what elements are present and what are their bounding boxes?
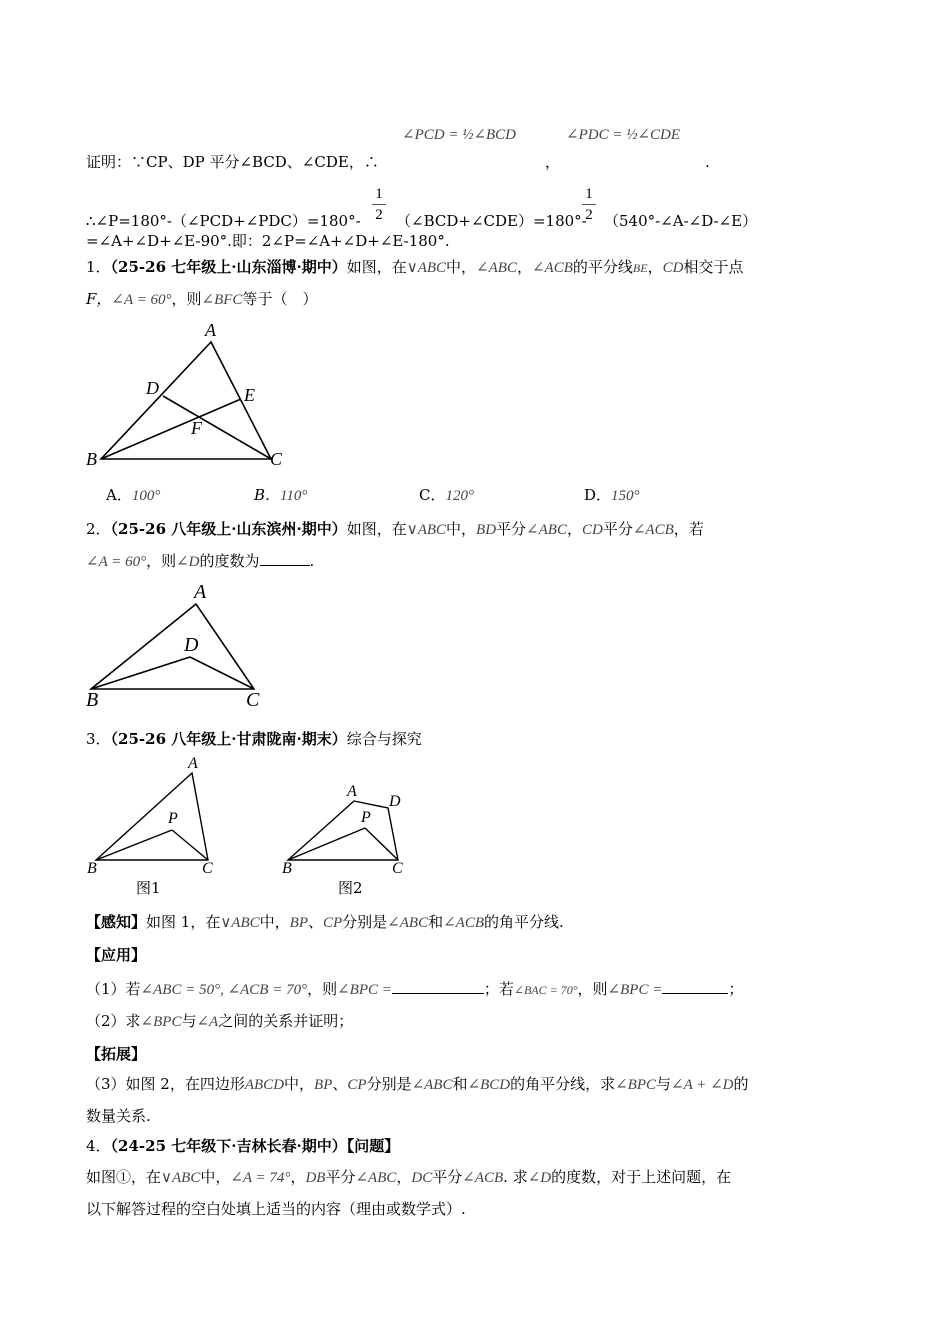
q3-fig2-label-b: B bbox=[282, 860, 292, 877]
q3-part3-line1: （3）如图 2，在四边形ABCD中，BP、CP分别是∠ABC和∠BCD的角平分线，求∠BPC与∠A + ∠D的 bbox=[86, 1075, 749, 1093]
q3-title: 3．（25-26 八年级上·甘肃陇南·期末）综合与探究 bbox=[86, 730, 422, 748]
q3-fig2-caption: 图2 bbox=[338, 879, 363, 897]
q2-stem-line2: ∠A = 60°，则∠D的度数为 . bbox=[86, 552, 315, 570]
q1-label-d: D bbox=[146, 378, 159, 398]
q3-fig2-label-d: D bbox=[389, 793, 401, 810]
fraction-half-1: 1 2 bbox=[372, 186, 386, 224]
q3-part1-blank-2[interactable] bbox=[662, 979, 728, 994]
proof-line-1: 证明：∵CP、DP 平分∠BCD、∠CDE，∴ bbox=[86, 153, 379, 171]
proof-line-2a: ∴∠P=180°-（∠PCD+∠PDC）=180°- bbox=[86, 212, 361, 230]
proof-line-3: =∠A+∠D+∠E-90°.即：2∠P=∠A+∠D+∠E-180°. bbox=[86, 232, 450, 250]
q1-label-f: F bbox=[191, 418, 202, 438]
pcd-formula: ∠PCD = ½∠BCD bbox=[402, 127, 517, 143]
q2-label-c: C bbox=[246, 689, 260, 711]
q3-fig1-bp bbox=[96, 830, 172, 860]
q1-label-e: E bbox=[244, 385, 255, 405]
q3-fig2-bp bbox=[288, 828, 365, 860]
q3-part1: （1）若∠ABC = 50°, ∠ACB = 70°，则∠BPC = ；若∠BAC = 70°，则∠BPC = ； bbox=[86, 980, 744, 998]
q3-fig1-caption: 图1 bbox=[136, 879, 161, 897]
q3-perceive: 【感知】如图 1，在∨ABC中，BP、CP分别是∠ABC和∠ACB的角平分线. bbox=[86, 913, 564, 931]
q1-option-d[interactable]: D．150° bbox=[584, 486, 640, 504]
fraction-half-2: 1 2 bbox=[582, 186, 596, 224]
q1-option-c[interactable]: C．120° bbox=[419, 486, 474, 504]
q3-extend-tag: 【拓展】 bbox=[86, 1045, 147, 1063]
q3-fig1-label-a: A bbox=[188, 755, 198, 772]
pdc-formula: ∠PDC = ½∠CDE bbox=[566, 127, 681, 143]
q2-label-a: A bbox=[194, 581, 207, 603]
q1-label-b: B bbox=[86, 449, 97, 469]
q3-fig1-label-b: B bbox=[87, 860, 97, 877]
proof-line-2b: （∠BCD+∠CDE）=180°- bbox=[396, 212, 587, 230]
q3-fig2-label-p: P bbox=[361, 809, 371, 826]
q3-fig1-triangle bbox=[96, 773, 208, 860]
q3-part2: （2）求∠BPC与∠A之间的关系并证明； bbox=[86, 1012, 354, 1030]
q4-line1: 如图①，在∨ABC中，∠A = 74°，DB平分∠ABC，DC平分∠ACB. 求∠D的度数，对于上述问题，在 bbox=[86, 1168, 732, 1186]
q1-option-a[interactable]: A．100° bbox=[106, 486, 161, 504]
q3-fig1-label-p: P bbox=[168, 810, 178, 827]
q3-part1-blank-1[interactable] bbox=[392, 979, 484, 994]
q1-stem-line1: 1．（25-26 七年级上·山东淄博·期中）如图，在∨ABC中，∠ABC，∠ACB的平分线BE，CD相交于点 bbox=[86, 258, 744, 276]
q3-part3-line2: 数量关系. bbox=[86, 1107, 151, 1125]
proof-line-2c: （540°-∠A-∠D-∠E） bbox=[604, 212, 758, 230]
q2-label-b: B bbox=[86, 689, 99, 711]
q1-option-b[interactable]: B．110° bbox=[254, 486, 308, 504]
q1-label-c: C bbox=[270, 449, 283, 469]
q2-label-d: D bbox=[184, 634, 199, 656]
q3-apply-tag: 【应用】 bbox=[86, 946, 147, 964]
q4-header: 4．（24-25 七年级下·吉林长春·期中）【问题】 bbox=[86, 1137, 400, 1155]
q1-stem-line2: F，∠A = 60°，则∠BFC等于（ ） bbox=[86, 290, 318, 308]
q3-fig2-label-a: A bbox=[347, 783, 357, 800]
q3-fig1-label-c: C bbox=[202, 860, 213, 877]
proof-period: . bbox=[705, 153, 710, 171]
q3-fig2-label-c: C bbox=[392, 860, 403, 877]
q2-stem-line1: 2．（25-26 八年级上·山东滨州·期中）如图，在∨ABC中，BD平分∠ABC，CD平分∠ACB，若 bbox=[86, 520, 704, 538]
q1-label-a: A bbox=[205, 320, 216, 340]
q4-line2: 以下解答过程的空白处填上适当的内容（理由或数学式）. bbox=[86, 1200, 466, 1218]
proof-comma: ， bbox=[545, 153, 561, 171]
q3-fig2-quadrilateral bbox=[288, 801, 398, 860]
